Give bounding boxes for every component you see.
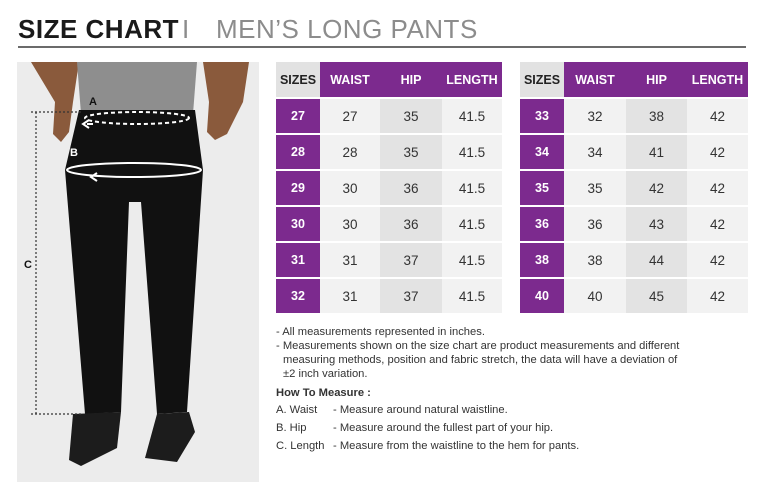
waist-cell: 36	[564, 205, 626, 241]
table-row	[520, 97, 748, 133]
table-row	[276, 97, 502, 133]
size-cell: 34	[520, 133, 564, 169]
waist-cell: 31	[320, 277, 380, 313]
note-line: measuring methods, position and fabric stretch, the data will have a deviation of	[283, 354, 678, 366]
length-cell: 42	[687, 169, 748, 205]
size-cell: 30	[276, 205, 320, 241]
length-cell: 42	[687, 205, 748, 241]
col-header-length: LENGTH	[687, 62, 748, 97]
hip-cell: 41	[626, 133, 687, 169]
measure-key: C. Length	[276, 440, 325, 452]
waist-cell: 35	[564, 169, 626, 205]
size-table-left	[276, 62, 502, 313]
table-row	[276, 169, 502, 205]
waist-cell: 31	[320, 241, 380, 277]
table-row	[276, 205, 502, 241]
length-cell: 41.5	[442, 241, 502, 277]
hip-cell: 45	[626, 277, 687, 313]
hip-cell: 37	[380, 241, 442, 277]
hip-cell: 37	[380, 277, 442, 313]
right-shoe	[145, 412, 195, 462]
col-header-hip: HIP	[626, 62, 687, 97]
length-cell: 42	[687, 277, 748, 313]
table-row	[520, 169, 748, 205]
table-row	[276, 133, 502, 169]
hip-cell: 36	[380, 205, 442, 241]
col-header-sizes: SIZES	[276, 62, 320, 97]
label-b: B	[70, 147, 78, 159]
length-cell: 41.5	[442, 205, 502, 241]
col-header-hip: HIP	[380, 62, 442, 97]
length-cell: 42	[687, 97, 748, 133]
hip-cell: 43	[626, 205, 687, 241]
waist-cell: 40	[564, 277, 626, 313]
size-cell: 31	[276, 241, 320, 277]
measure-item-waist	[276, 404, 508, 416]
hip-cell: 35	[380, 133, 442, 169]
waist-cell: 34	[564, 133, 626, 169]
page-subtitle: MEN’S LONG PANTS	[216, 14, 478, 44]
label-c: C	[24, 259, 32, 271]
table-row	[276, 277, 502, 313]
size-cell: 38	[520, 241, 564, 277]
measure-desc: - Measure from the waistline to the hem for pants.	[333, 440, 580, 452]
size-cell: 40	[520, 277, 564, 313]
left-shoe	[69, 412, 121, 466]
label-a: A	[89, 96, 97, 108]
table-row	[276, 241, 502, 277]
pants-illustration	[17, 62, 259, 482]
left-arm	[31, 62, 79, 142]
size-cell: 28	[276, 133, 320, 169]
length-cell: 41.5	[442, 169, 502, 205]
col-header-sizes: SIZES	[520, 62, 564, 97]
table-row	[520, 205, 748, 241]
measure-item-length	[276, 440, 579, 452]
waist-cell: 32	[564, 97, 626, 133]
size-cell: 29	[276, 169, 320, 205]
how-to-heading: How To Measure :	[276, 387, 371, 399]
size-cell: 27	[276, 97, 320, 133]
pants	[65, 110, 203, 414]
length-cell: 42	[687, 133, 748, 169]
note-line: ±2 inch variation.	[283, 368, 368, 380]
waist-cell: 30	[320, 169, 380, 205]
right-arm	[203, 62, 249, 140]
col-header-length: LENGTH	[442, 62, 502, 97]
size-cell: 36	[520, 205, 564, 241]
size-cell: 32	[276, 277, 320, 313]
size-cell: 33	[520, 97, 564, 133]
model-figure	[17, 62, 259, 482]
hip-cell: 42	[626, 169, 687, 205]
note-line: - All measurements represented in inches.	[276, 326, 485, 338]
measurement-notes	[276, 325, 746, 381]
measure-desc: - Measure around natural waistline.	[333, 404, 508, 416]
col-header-waist: WAIST	[564, 62, 626, 97]
measure-desc: - Measure around the fullest part of your hip.	[333, 422, 554, 434]
table-row	[520, 133, 748, 169]
measure-key: A. Waist	[276, 404, 318, 416]
length-cell: 41.5	[442, 277, 502, 313]
size-table-right	[520, 62, 748, 313]
length-cell: 41.5	[442, 133, 502, 169]
waist-cell: 30	[320, 205, 380, 241]
title-separator: I	[182, 14, 190, 44]
waist-cell: 27	[320, 97, 380, 133]
measure-item-hip	[276, 422, 553, 434]
length-cell: 42	[687, 241, 748, 277]
table-row	[520, 241, 748, 277]
hip-cell: 38	[626, 97, 687, 133]
waist-cell: 38	[564, 241, 626, 277]
size-cell: 35	[520, 169, 564, 205]
hip-cell: 36	[380, 169, 442, 205]
hip-cell: 44	[626, 241, 687, 277]
length-cell: 41.5	[442, 97, 502, 133]
measure-key: B. Hip	[276, 422, 307, 434]
table-row	[520, 277, 748, 313]
col-header-waist: WAIST	[320, 62, 380, 97]
page-title: SIZE CHART	[18, 14, 179, 44]
page-header	[18, 12, 746, 48]
hip-cell: 35	[380, 97, 442, 133]
waist-cell: 28	[320, 133, 380, 169]
note-line: - Measurements shown on the size chart are product measurements and different	[276, 340, 680, 352]
